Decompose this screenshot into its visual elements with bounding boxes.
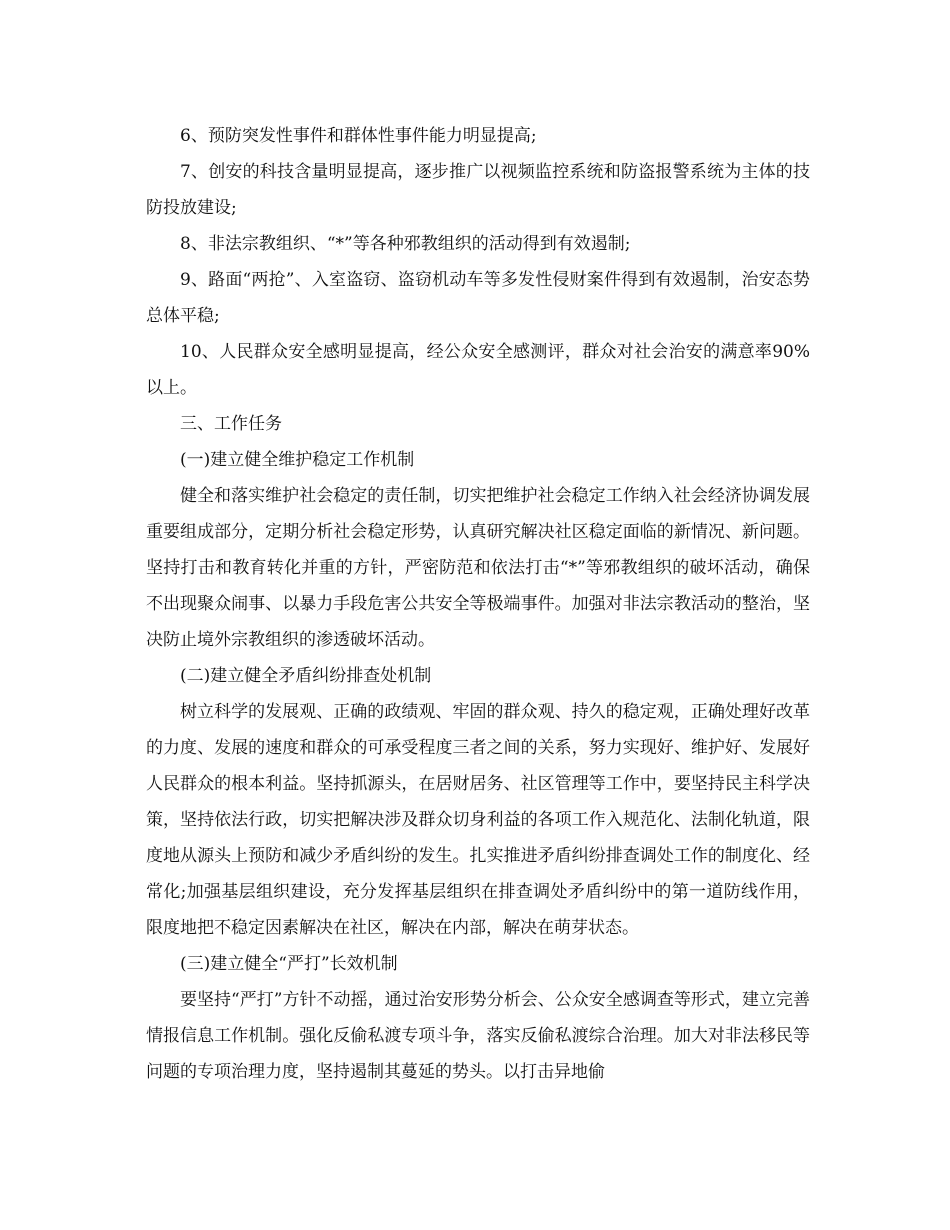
section-heading-work-tasks: 三、工作任务 (180, 414, 282, 434)
paragraph-item-10: 10、人民群众安全感明显提高，经公众安全感测评，群众对社会治安的满意率90%以上。 (146, 342, 810, 398)
document-body (146, 118, 810, 1090)
paragraph-item-8: 8、非法宗教组织、“*”等各种邪教组织的活动得到有效遏制; (180, 234, 631, 254)
paragraph-item-6: 6、预防突发性事件和群体性事件能力明显提高; (180, 126, 537, 146)
paragraph-body-2: 树立科学的发展观、正确的政绩观、牢固的群众观、持久的稳定观，正确处理好改革的力度、发展的速度和群众的可承受程度三者之间的关系，努力实现好、维护好、发展好人民群众的根本利益。坚持抓源头，在居财居务、社区管理等工作中，要坚持民主科学决策，坚持依法行政，切实把解决涉及群众切身利益的各项工作入规范化、法制化轨道，限度地从源头上预防和减少矛盾纠纷的发生。扎实推进矛盾纠纷排查调处工作的制度化、经常化;加强基层组织建设，充分发挥基层组织在排查调处矛盾纠纷中的第一道防线作用，限度地把不稳定因素解决在社区，解决在内部，解决在萌芽状态。 (146, 702, 810, 938)
paragraph-body-3: 要坚持“严打”方针不动摇，通过治安形势分析会、公众安全感调查等形式，建立完善情报信息工作机制。强化反偷私渡专项斗争，落实反偷私渡综合治理。加大对非法移民等问题的专项治理力度，坚持遏制其蔓延的势头。以打击异地偷 (146, 990, 810, 1082)
subheading-2: (二)建立健全矛盾纠纷排查处机制 (180, 666, 432, 686)
paragraph-body-1: 健全和落实维护社会稳定的责任制，切实把维护社会稳定工作纳入社会经济协调发展重要组成部分，定期分析社会稳定形势，认真研究解决社区稳定面临的新情况、新问题。坚持打击和教育转化并重的方针，严密防范和依法打击“*”等邪教组织的破坏活动，确保不出现聚众闹事、以暴力手段危害公共安全等极端事件。加强对非法宗教活动的整治，坚决防止境外宗教组织的渗透破坏活动。 (146, 486, 810, 650)
subheading-1: (一)建立健全维护稳定工作机制 (180, 450, 415, 470)
subheading-3: (三)建立健全“严打”长效机制 (180, 954, 398, 974)
paragraph-item-7: 7、创安的科技含量明显提高，逐步推广以视频监控系统和防盗报警系统为主体的技防投放建设; (146, 162, 810, 218)
paragraph-item-9: 9、路面“两抢”、入室盗窃、盗窃机动车等多发性侵财案件得到有效遏制，治安态势总体平稳; (146, 270, 810, 326)
